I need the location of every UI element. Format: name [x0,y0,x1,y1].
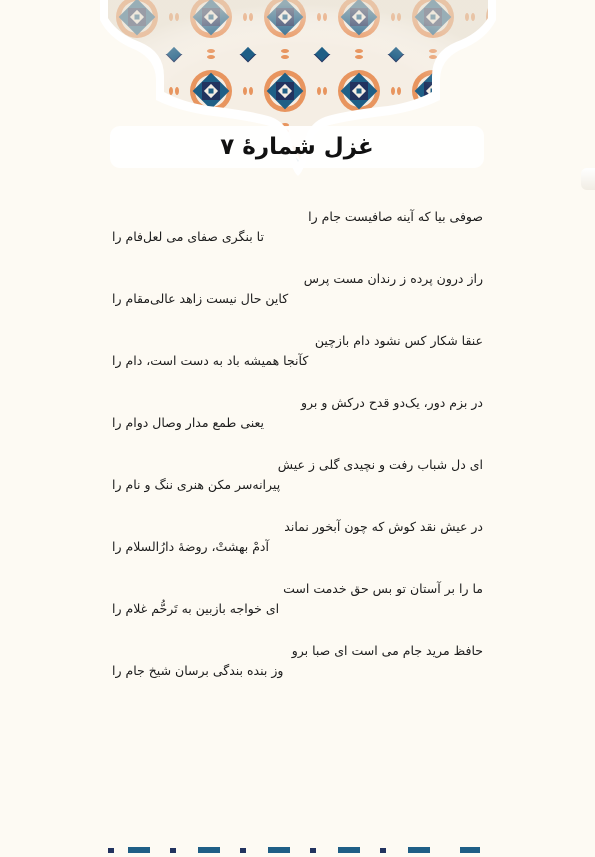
second-hemistich: کآنجا همیشه باد به دست است، دام را [112,353,309,368]
first-hemistich: عنقا شکار کس نشود دام بازچین [314,333,483,348]
first-hemistich: ای دل شباب رفت و نچیدی گلی ز عیش [277,457,483,472]
title-bar [110,126,484,168]
couplet [112,517,483,579]
couplet [112,331,483,393]
second-hemistich: پیرانه‌سر مکن هنری ننگ و نام را [112,477,281,492]
second-hemistich: وز بنده بندگی برسان شیخ جام را [112,663,284,678]
second-hemistich: ای خواجه بازبین به تَرحُّم غلام را [112,601,280,616]
couplet [112,207,483,269]
footer-ornament [100,838,500,848]
couplet [112,393,483,455]
couplet [112,455,483,517]
couplet [112,641,483,703]
page-title: غزل شمارهٔ ۷ [220,134,374,160]
poem-body [112,207,483,703]
second-hemistich: یعنی طمع مدار وصال دوام را [112,415,265,430]
first-hemistich: در بزم دور، یک‌دو قدح درکش و برو [300,395,483,410]
first-hemistich: در عیش نقد کوش که چون آبخور نماند [284,519,483,534]
first-hemistich: ما را بر آستان تو بس حق خدمت است [283,581,483,596]
couplet [112,579,483,641]
first-hemistich: حافظ مرید جام می است ای صبا برو [291,643,483,658]
second-hemistich: آدمْ بهشتْ، روضهٔ دارُالسلام را [112,539,269,554]
page-edge-tab [581,168,595,190]
couplet [112,269,483,331]
first-hemistich: صوفی بیا که آینه صافیست جام را [308,209,483,224]
second-hemistich: کاین حال نیست زاهد عالی‌مقام را [112,291,289,306]
first-hemistich: راز درون پرده ز رندان مست پرس [303,271,483,286]
second-hemistich: تا بنگری صفای می لعل‌فام را [112,229,264,244]
